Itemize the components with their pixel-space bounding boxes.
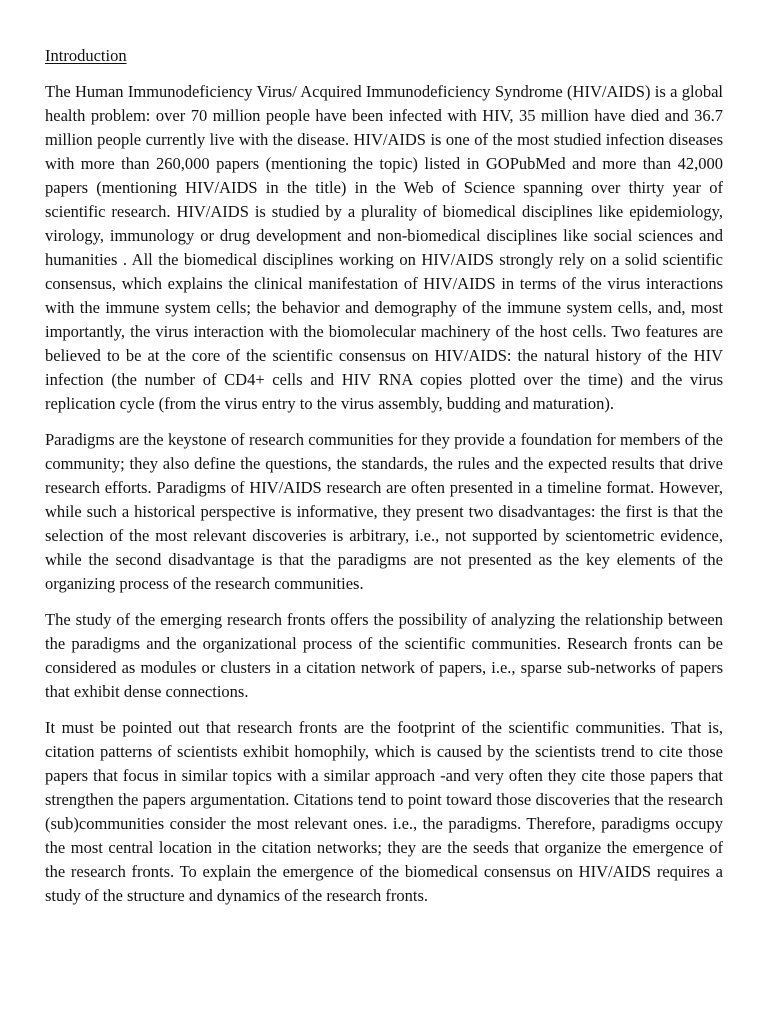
paragraph-3: The study of the emerging research fronts offers the possibility of analyzing the relationship between the paradigms and the organizational process of the scientific communities. Research fronts can be considered as modules or clusters in a citation network of papers, i.e., sparse sub-networks of papers that exhibit dense connections.: [45, 610, 723, 701]
document-page: [45, 44, 723, 920]
paragraph-2: Paradigms are the keystone of research communities for they provide a foundation for members of the community; they also define the questions, the standards, the rules and the expected results that drive research efforts. Paradigms of HIV/AIDS research are often presented in a timeline format. However, while such a historical perspective is informative, they present two disadvantages: the first is that the selection of the most relevant discoveries is arbitrary, i.e., not supported by scientometric evidence, while the second disadvantage is that the paradigms are not presented as the key elements of the organizing process of the research communities.: [45, 430, 723, 593]
paragraph-4: It must be pointed out that research fronts are the footprint of the scientific communities. That is, citation patterns of scientists exhibit homophily, which is caused by the scientists trend to cite those papers that focus in similar topics with a similar approach -and very often they cite those papers that strengthen the papers argumentation. Citations tend to point toward those discoveries that the research (sub)communities consider the most relevant ones. i.e., the paradigms. Therefore, paradigms occupy the most central location in the citation networks; they are the seeds that organize the emergence of the research fronts. To explain the emergence of the biomedical consensus on HIV/AIDS requires a study of the structure and dynamics of the research fronts.: [45, 718, 723, 905]
section-heading: Introduction: [45, 46, 127, 65]
paragraph-1: The Human Immunodeficiency Virus/ Acquired Immunodeficiency Syndrome (HIV/AIDS) is a global health problem: over 70 million people have been infected with HIV, 35 million have died and 36.7 million people currently live with the disease. HIV/AIDS is one of the most studied infection diseases with more than 260,000 papers (mentioning the topic) listed in GOPubMed and more than 42,000 papers (mentioning HIV/AIDS in the title) in the Web of Science spanning over thirty year of scientific research. HIV/AIDS is studied by a plurality of biomedical disciplines like epidemiology, virology, immunology or drug development and non-biomedical disciplines like social sciences and humanities . All the biomedical disciplines working on HIV/AIDS strongly rely on a solid scientific consensus, which explains the clinical manifestation of HIV/AIDS in terms of the virus interactions with the immune system cells; the behavior and demography of the immune system cells, and, most importantly, the virus interaction with the biomolecular machinery of the host cells. Two features are believed to be at the core of the scientific consensus on HIV/AIDS: the natural history of the HIV infection (the number of CD4+ cells and HIV RNA copies plotted over the time) and the virus replication cycle (from the virus entry to the virus assembly, budding and maturation).: [45, 82, 723, 413]
